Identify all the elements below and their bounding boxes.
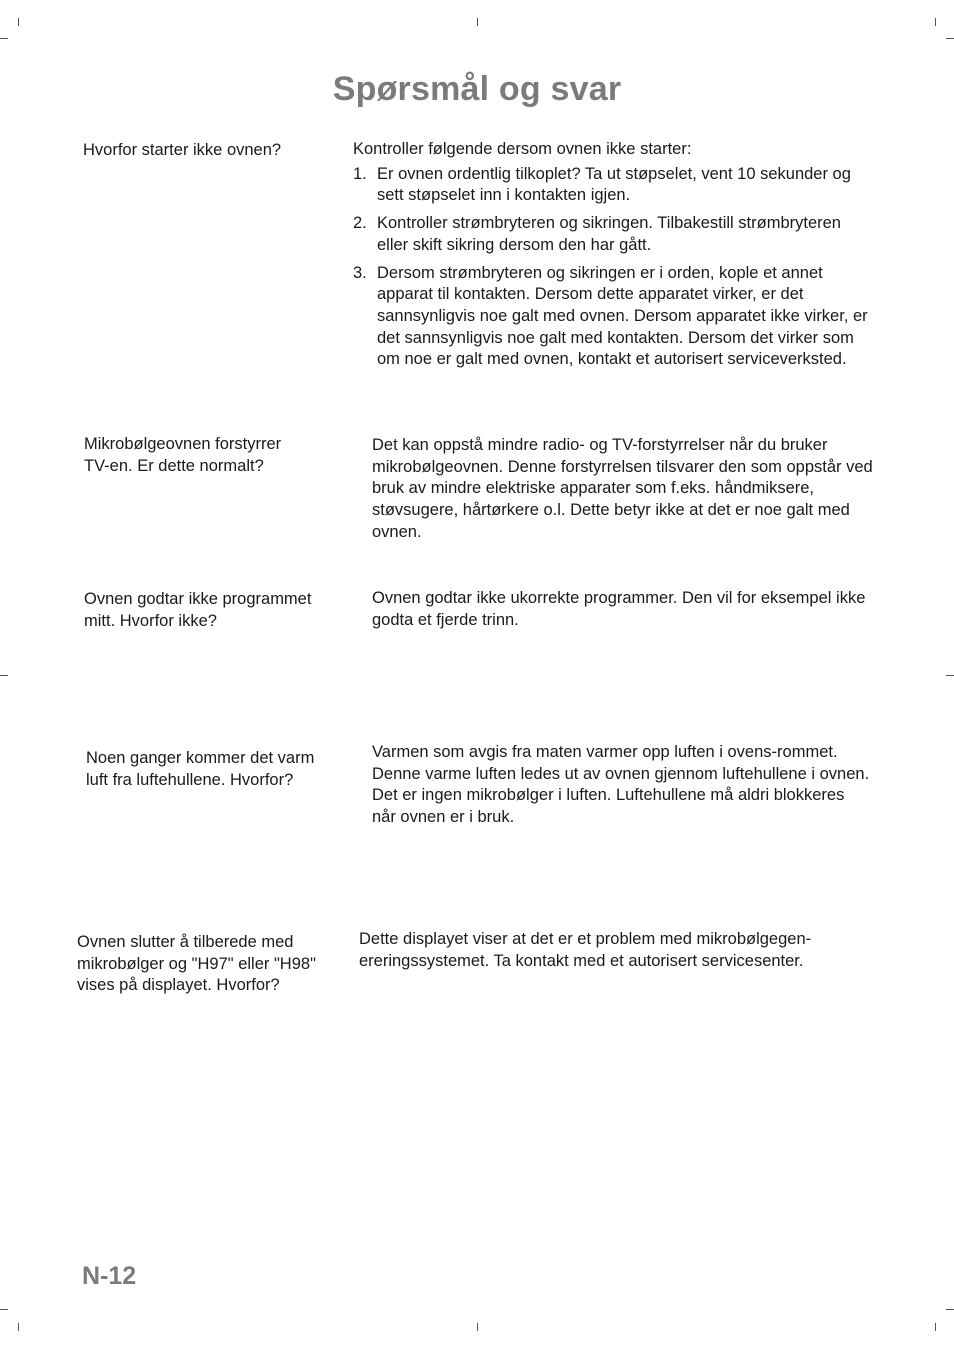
faq-question: Noen ganger kommer det varm luft fra luftehullene. Hvorfor?: [86, 749, 315, 789]
crop-mark: [935, 18, 936, 26]
faq-question: Hvorfor starter ikke ovnen?: [83, 141, 282, 159]
faq-answer: Ovnen godtar ikke ukorrekte programmer. Den vil for eksempel ikke godta et fjerde trinn.: [372, 589, 866, 629]
faq-answer: Varmen som avgis fra maten varmer opp luften i ovens-rommet. Denne varme luften ledes ut av ovnen gjennom luftehullene i ovnen. Det er ingen mikrobølger i luften. Luftehullene må aldri blokkeres når ovnen er i bruk.: [372, 743, 870, 827]
step-text: Kontroller strømbryteren og sikringen. Tilbakestill strømbryteren eller skift sikring dersom den har gått.: [377, 214, 841, 254]
faq-question: Ovnen godtar ikke programmet mitt. Hvorfor ikke?: [84, 590, 312, 630]
faq-answer-intro: Kontroller følgende dersom ovnen ikke starter:: [353, 140, 692, 158]
faq-answer: Det kan oppstå mindre radio- og TV-forstyrrelser når du bruker mikrobølgeovnen. Denne forstyrrelsen tilsvarer den som oppstår ved bruk av mindre elektriske apparater som f.eks. håndmiksere, støvsugere, hårtørkere o.l. Dette betyr ikke at det er noe galt med ovnen.: [372, 436, 873, 541]
step-number: 3.: [353, 263, 367, 282]
crop-mark: [477, 18, 478, 26]
page-title: Spørsmål og svar: [332, 70, 622, 108]
crop-mark: [0, 1309, 8, 1310]
step-text: Dersom strømbryteren og sikringen er i orden, kople et annet apparat til kontakten. Dersom dette apparatet virker, er det sannsynligvis noe galt med ovnen. Dersom apparatet ikke virker, er det sannsynligvis noe galt med kontakten. Dersom det virker som om noe er galt med ovnen, kontakt et autorisert serviceverksted.: [377, 263, 868, 369]
list-item: [353, 263, 873, 372]
faq-answer: [353, 139, 873, 377]
faq-steps-list: [353, 164, 873, 371]
crop-mark: [18, 18, 19, 26]
crop-mark: [935, 1323, 936, 1331]
crop-mark: [477, 1323, 478, 1331]
crop-mark: [946, 675, 954, 676]
list-item: [353, 164, 873, 207]
crop-mark: [946, 38, 954, 39]
list-item: [353, 213, 873, 256]
crop-mark: [946, 1309, 954, 1310]
step-number: 2.: [353, 214, 367, 233]
page-number: N-12: [82, 1262, 137, 1290]
crop-mark: [18, 1323, 19, 1331]
crop-mark: [0, 38, 8, 39]
faq-answer: Dette displayet viser at det er et problem med mikrobølgegen-ereringssystemet. Ta kontakt med et autorisert servicesenter.: [359, 930, 812, 970]
faq-question: Mikrobølgeovnen forstyrrer TV-en. Er dette normalt?: [84, 435, 282, 475]
step-number: 1.: [353, 164, 367, 183]
step-text: Er ovnen ordentlig tilkoplet? Ta ut støpselet, vent 10 sekunder og sett støpselet inn i kontakten igjen.: [377, 164, 851, 205]
crop-mark: [0, 675, 8, 676]
faq-question: Ovnen slutter å tilberede med mikrobølger og "H97" eller "H98" vises på displayet. Hvorfor?: [77, 933, 316, 995]
